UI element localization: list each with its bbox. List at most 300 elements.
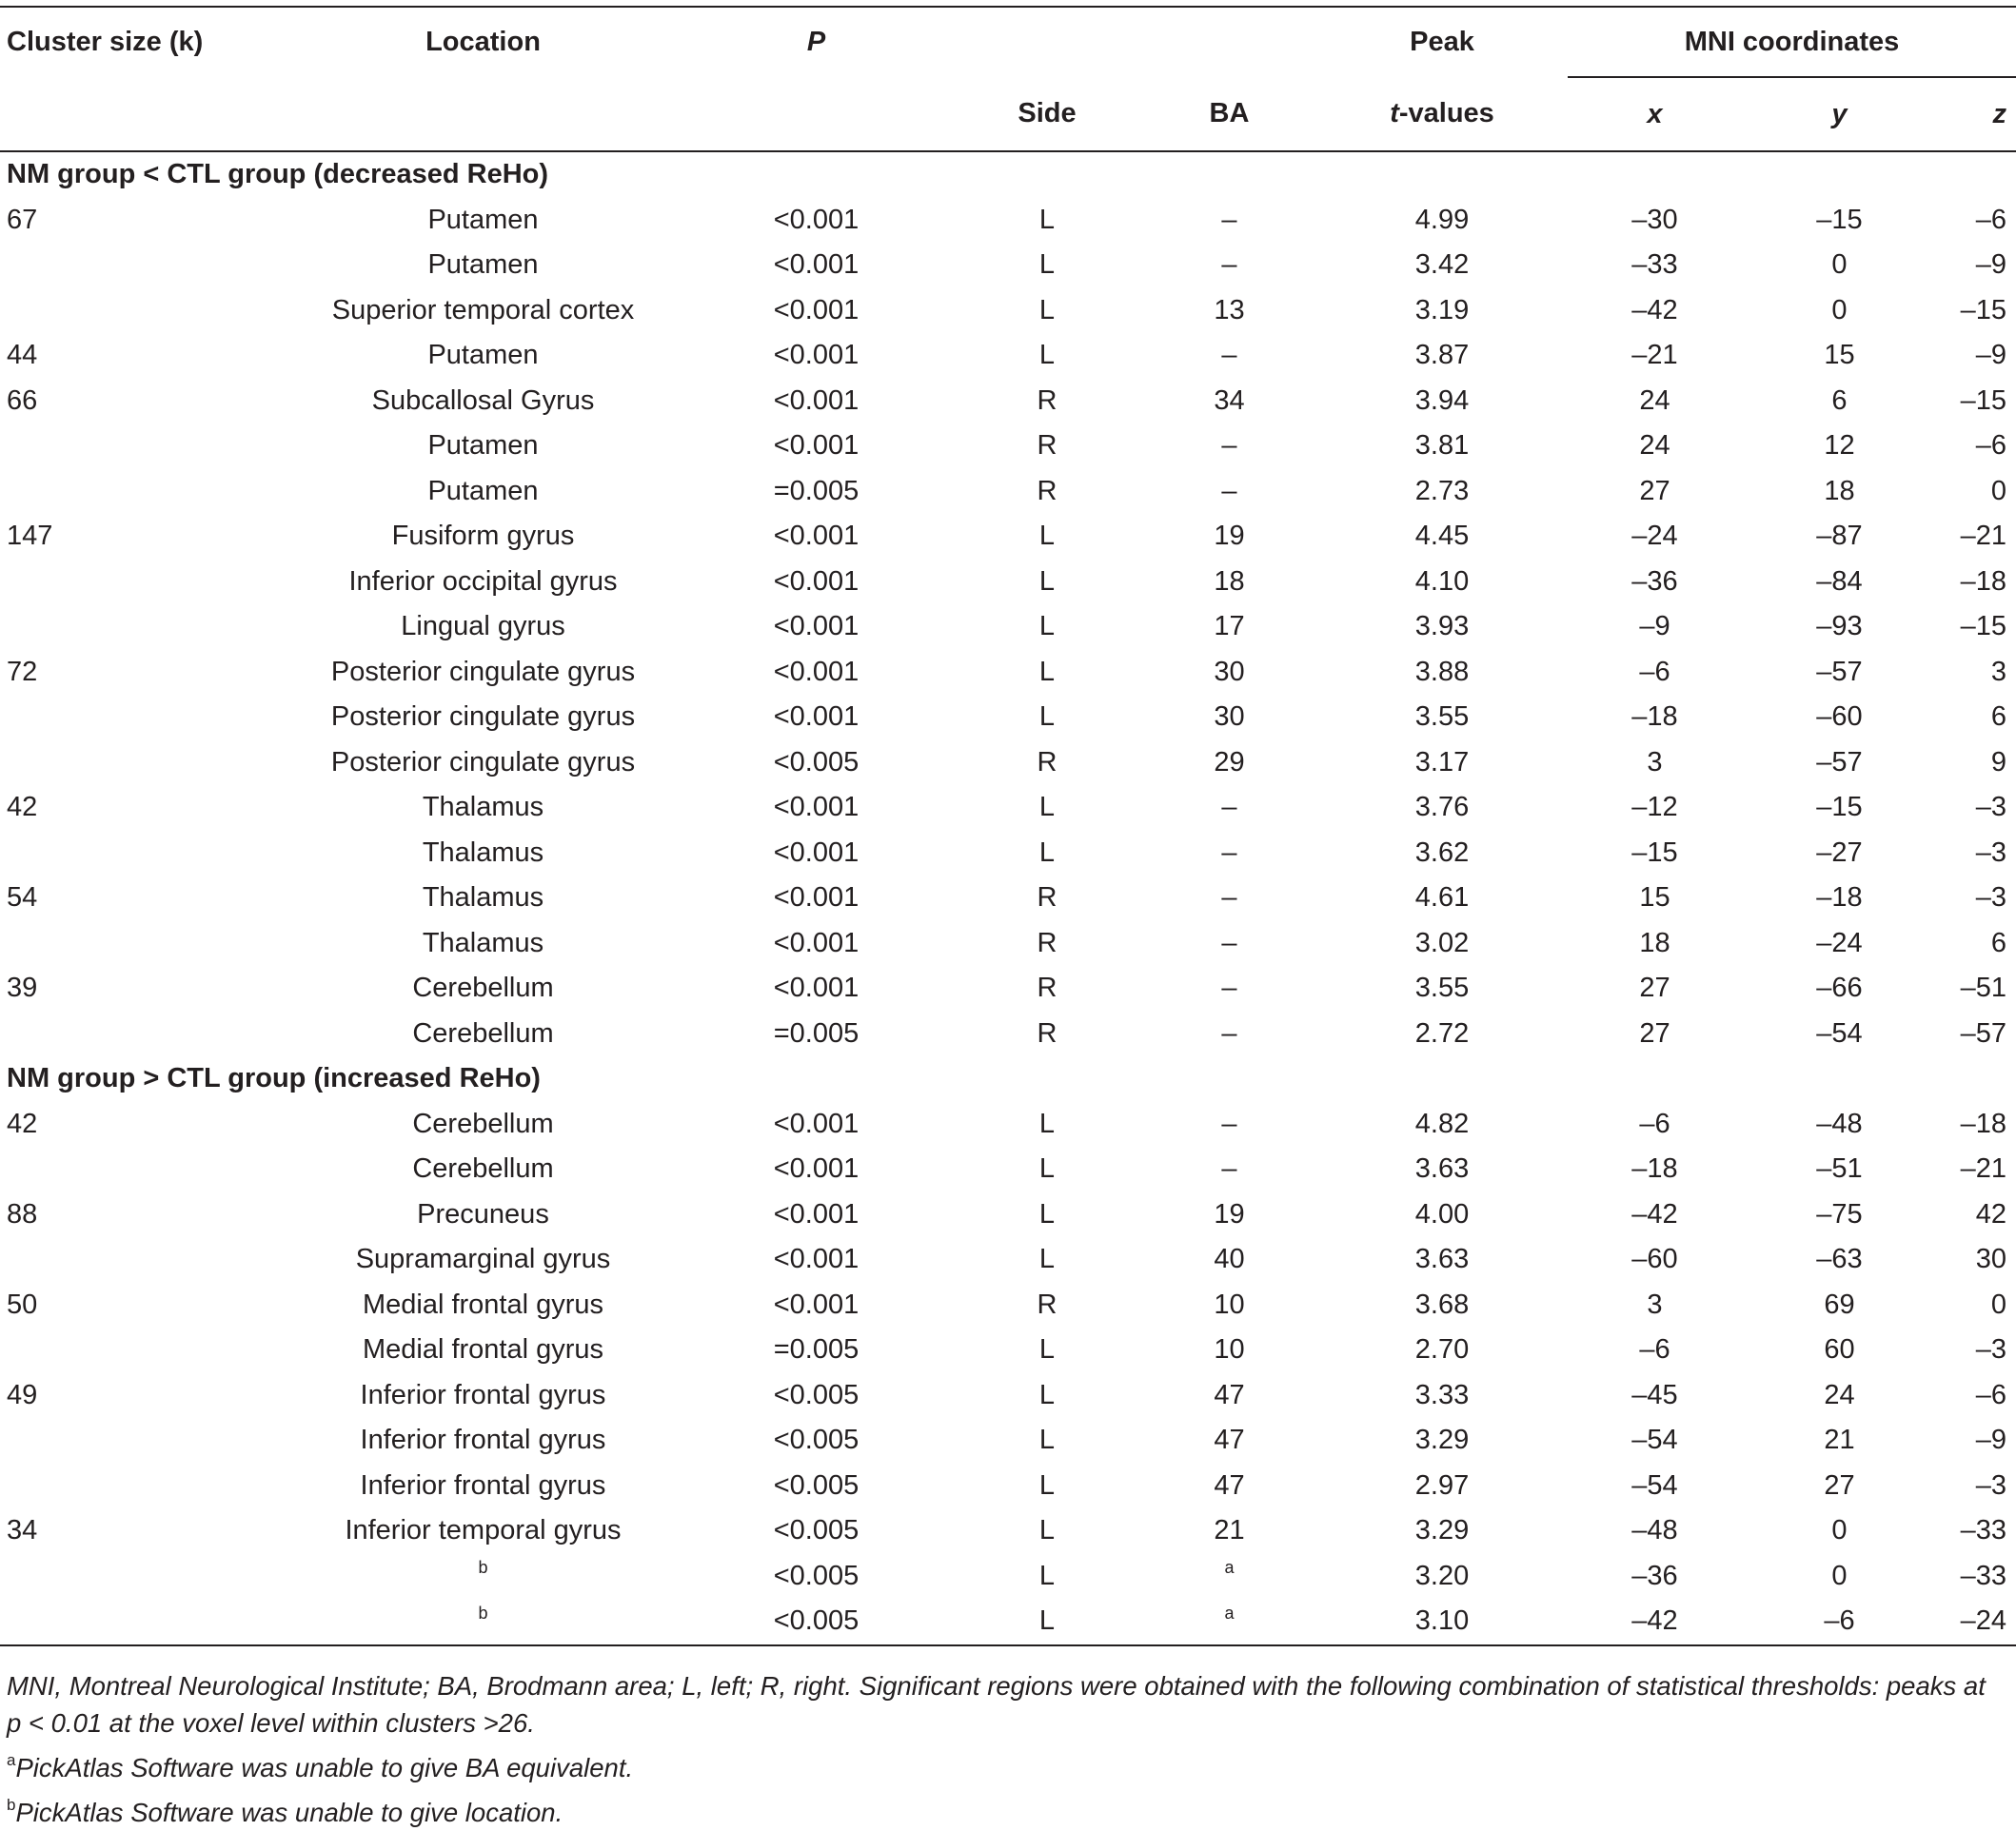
cell-t-value: 3.02	[1414, 927, 1470, 958]
footnote-main: MNI, Montreal Neurological Institute; BA, Brodmann area; L, left; R, right. Significant regions were obtained with the following combination of statistical thresholds: peaks at p < 0.01 at the voxel level within clusters >26.	[7, 1671, 1986, 1738]
cell-p: <0.005	[773, 1425, 860, 1456]
cell-location: Inferior frontal gyrus	[360, 1425, 606, 1456]
cell-ba: –	[1221, 1108, 1237, 1139]
cell-location: Medial frontal gyrus	[362, 1334, 604, 1366]
cell-location: Inferior frontal gyrus	[360, 1379, 606, 1410]
cell-p: <0.001	[773, 1153, 860, 1185]
cell-cluster-size	[0, 469, 286, 515]
cell-p: <0.005	[681, 1599, 952, 1645]
header-side: Side	[952, 77, 1142, 151]
cell-side: L	[1038, 204, 1056, 235]
cell-t-value: 3.55	[1414, 701, 1470, 733]
cell-cluster-size: 50	[7, 1289, 38, 1320]
cell-ba: –	[1221, 927, 1237, 958]
cell-side: R	[1037, 882, 1057, 914]
table-row	[0, 740, 2016, 786]
cell-y: –63	[1816, 1244, 1863, 1275]
cell-ba: –	[1221, 204, 1237, 235]
cell-t-value: 3.10	[1316, 1599, 1568, 1645]
cell-z: –15	[1960, 611, 2007, 642]
cell-t-value: 3.29	[1414, 1515, 1470, 1546]
cell-z: –33	[1960, 1560, 2007, 1591]
cell-ba: 47	[1214, 1425, 1245, 1456]
cell-z: –3	[1975, 1469, 2007, 1501]
cell-location: Cerebellum	[412, 1017, 554, 1049]
table-body	[0, 151, 2016, 1645]
cell-t-value: 2.97	[1414, 1469, 1470, 1501]
cell-x: –21	[1631, 340, 1678, 371]
cell-cluster-size	[0, 1418, 286, 1464]
cell-p: <0.001	[773, 837, 860, 868]
cell-p: <0.001	[773, 1244, 860, 1275]
cell-location: Thalamus	[422, 837, 544, 868]
cell-p: <0.001	[773, 249, 860, 281]
cell-y: 0	[1831, 249, 1848, 281]
header-location: Location	[286, 7, 681, 77]
cell-cluster-size	[0, 1147, 286, 1192]
cell-ba: –	[1221, 249, 1237, 281]
cell-x: –54	[1631, 1469, 1678, 1501]
cell-p: <0.001	[773, 882, 860, 914]
cell-z: –6	[1975, 430, 2007, 462]
cell-side: R	[1037, 1289, 1057, 1320]
cell-y: 15	[1824, 340, 1855, 371]
cell-x: 27	[1639, 1017, 1670, 1049]
cell-side: L	[1038, 1198, 1056, 1230]
cell-y: –15	[1816, 792, 1863, 823]
table-row	[0, 1192, 2016, 1238]
cell-location: Posterior cingulate gyrus	[330, 746, 636, 778]
cell-ba: –	[1221, 837, 1237, 868]
cell-cluster-size	[0, 1554, 286, 1600]
table-row	[0, 785, 2016, 831]
cell-y: 18	[1824, 475, 1855, 506]
cell-x: –24	[1631, 521, 1678, 552]
cell-y: 69	[1824, 1289, 1855, 1320]
cell-cluster-size	[0, 695, 286, 740]
cell-z: –3	[1975, 882, 2007, 914]
cell-side: R	[1037, 430, 1057, 462]
cell-t-value: 2.70	[1414, 1334, 1470, 1366]
footnote-mark: a	[1224, 1603, 1235, 1623]
cell-x: –6	[1639, 1108, 1670, 1139]
cell-side: L	[1038, 1153, 1056, 1185]
cell-location: Inferior temporal gyrus	[345, 1515, 622, 1546]
cell-y: 12	[1824, 430, 1855, 462]
cell-p: <0.005	[773, 1469, 860, 1501]
header-t-letter: t	[1390, 98, 1399, 128]
cell-ba: 40	[1214, 1244, 1245, 1275]
cell-side: L	[1038, 1108, 1056, 1139]
cell-t-value: 4.82	[1414, 1108, 1470, 1139]
table-row	[0, 333, 2016, 379]
cell-ba: 19	[1214, 1198, 1245, 1230]
cell-t-value: 3.19	[1414, 294, 1470, 325]
cell-t-value: 3.29	[1414, 1425, 1470, 1456]
footnote-a-text: PickAtlas Software was unable to give BA equivalent.	[15, 1753, 634, 1782]
table-row	[0, 560, 2016, 605]
cell-t-value: 3.20	[1414, 1560, 1470, 1591]
cell-p: <0.005	[773, 1560, 860, 1591]
table-row	[0, 966, 2016, 1012]
cell-t-value: 3.76	[1414, 792, 1470, 823]
cell-y: –57	[1816, 656, 1863, 687]
cell-x: –42	[1631, 294, 1678, 325]
cell-y: –18	[1816, 882, 1863, 914]
cell-z: –21	[1960, 1153, 2007, 1185]
table-row	[0, 469, 2016, 515]
cell-t-value: 3.88	[1414, 656, 1470, 687]
table-row	[0, 1237, 2016, 1283]
section-title: NM group < CTL group (decreased ReHo)	[7, 159, 549, 190]
cell-y: 0	[1831, 1515, 1848, 1546]
cell-location: Subcallosal Gyrus	[371, 384, 595, 416]
cell-cluster-size	[0, 1599, 286, 1645]
cell-z: –33	[1960, 1515, 2007, 1546]
table-row	[0, 1283, 2016, 1329]
cell-cluster-size: 147	[7, 521, 53, 552]
cell-p: =0.005	[773, 475, 860, 506]
cell-t-value: 3.81	[1414, 430, 1470, 462]
cell-x: 27	[1639, 973, 1670, 1004]
cell-cluster-size: 66	[7, 384, 38, 416]
cell-side: L	[1038, 1334, 1056, 1366]
cell-side: L	[1038, 611, 1056, 642]
cell-ba: –	[1221, 973, 1237, 1004]
cell-x: –42	[1568, 1599, 1742, 1645]
cell-x: –18	[1631, 1153, 1678, 1185]
table-footnotes	[7, 1667, 2006, 1831]
cell-p: <0.001	[773, 294, 860, 325]
cell-ba: 21	[1214, 1515, 1245, 1546]
cell-z: –3	[1975, 1334, 2007, 1366]
cell-location: Thalamus	[422, 927, 544, 958]
cell-x: 24	[1639, 384, 1670, 416]
cell-location: Inferior frontal gyrus	[360, 1469, 606, 1501]
cell-cluster-size: 42	[7, 1108, 38, 1139]
cell-location: Thalamus	[422, 882, 544, 914]
cell-z: –9	[1975, 249, 2007, 281]
cell-p: <0.005	[773, 1379, 860, 1410]
cell-z: –15	[1960, 294, 2007, 325]
cell-ba: –	[1221, 1153, 1237, 1185]
cell-y: –84	[1816, 565, 1863, 597]
cell-x: –45	[1631, 1379, 1678, 1410]
cell-x: 24	[1639, 430, 1670, 462]
cell-p: <0.001	[773, 204, 860, 235]
cell-x: –9	[1639, 611, 1670, 642]
cell-z: 6	[1990, 701, 2007, 733]
cell-side: R	[1037, 475, 1057, 506]
table-row	[0, 1012, 2016, 1057]
cell-location: Posterior cingulate gyrus	[330, 701, 636, 733]
header-blank-ba	[1142, 7, 1316, 77]
cell-cluster-size: 54	[7, 882, 38, 914]
cell-y: 6	[1831, 384, 1848, 416]
cell-location: Thalamus	[422, 792, 544, 823]
footnote-mark: a	[1224, 1558, 1235, 1578]
table-row	[0, 1147, 2016, 1192]
footnote-mark: b	[478, 1603, 488, 1623]
cell-p: <0.001	[773, 927, 860, 958]
footnote-b	[7, 1786, 2006, 1831]
cell-side: R	[1037, 927, 1057, 958]
cell-t-value: 3.17	[1414, 746, 1470, 778]
table-row	[0, 514, 2016, 560]
cell-t-value: 4.10	[1414, 565, 1470, 597]
cell-cluster-size	[0, 1464, 286, 1509]
header-z: z	[1937, 77, 2016, 151]
cell-side: L	[1038, 1515, 1056, 1546]
cell-x: –48	[1631, 1515, 1678, 1546]
cell-t-value: 2.72	[1414, 1017, 1470, 1049]
cell-p: <0.001	[773, 340, 860, 371]
cell-ba: 18	[1214, 565, 1245, 597]
table-row	[0, 831, 2016, 876]
cell-z: 9	[1990, 746, 2007, 778]
cell-location: Putamen	[427, 340, 539, 371]
cell-ba: –	[1221, 1017, 1237, 1049]
cell-location: Cerebellum	[412, 973, 554, 1004]
cell-cluster-size	[0, 243, 286, 288]
cell-z: 42	[1975, 1198, 2007, 1230]
footnote-b-text: PickAtlas Software was unable to give location.	[15, 1798, 563, 1827]
cell-t-value: 3.33	[1414, 1379, 1470, 1410]
cell-p: <0.005	[773, 1515, 860, 1546]
cell-z: –15	[1960, 384, 2007, 416]
table-row	[0, 1508, 2016, 1554]
cell-z: 30	[1975, 1244, 2007, 1275]
header-cluster-size: Cluster size (k)	[0, 7, 286, 77]
cell-y: –54	[1816, 1017, 1863, 1049]
footnote-mark: b	[478, 1558, 488, 1578]
cell-cluster-size: 34	[7, 1515, 38, 1546]
table-row	[0, 198, 2016, 244]
section-title: NM group > CTL group (increased ReHo)	[7, 1063, 541, 1094]
table-row	[0, 288, 2016, 334]
cell-side: L	[1038, 1244, 1056, 1275]
cell-z: 0	[1990, 1289, 2007, 1320]
cell-side: L	[952, 1599, 1142, 1645]
cell-side: R	[1037, 384, 1057, 416]
cell-z: –6	[1975, 204, 2007, 235]
cell-cluster-size: 42	[7, 792, 38, 823]
cell-t-value: 3.62	[1414, 837, 1470, 868]
cell-z: –9	[1975, 1425, 2007, 1456]
cell-p: <0.001	[773, 973, 860, 1004]
cell-location: Posterior cingulate gyrus	[330, 656, 636, 687]
section-row	[0, 1056, 2016, 1102]
cell-t-value: 3.68	[1414, 1289, 1470, 1320]
cell-x: –36	[1631, 1560, 1678, 1591]
table-row	[0, 1328, 2016, 1373]
table-row	[0, 1464, 2016, 1509]
table-row	[0, 1554, 2016, 1600]
cell-z: –57	[1960, 1017, 2007, 1049]
header-peak: Peak	[1316, 7, 1568, 77]
cell-x: –42	[1631, 1198, 1678, 1230]
cell-cluster-size: 44	[7, 340, 38, 371]
cell-cluster-size	[0, 1237, 286, 1283]
cell-location: Putamen	[427, 475, 539, 506]
cell-ba	[1142, 1599, 1316, 1645]
cell-x: –18	[1631, 701, 1678, 733]
cell-p: <0.001	[773, 1108, 860, 1139]
cell-side: L	[1038, 1560, 1056, 1591]
header-blank-2	[286, 77, 681, 151]
cell-ba: 19	[1214, 521, 1245, 552]
footnote-a-mark: a	[7, 1751, 16, 1769]
cell-p: <0.001	[773, 611, 860, 642]
header-blank-3	[681, 77, 952, 151]
cell-cluster-size	[0, 740, 286, 786]
cell-location: Supramarginal gyrus	[355, 1244, 611, 1275]
cell-cluster-size	[0, 604, 286, 650]
cell-cluster-size: 67	[7, 204, 38, 235]
cell-x: –54	[1631, 1425, 1678, 1456]
cell-location: Cerebellum	[412, 1108, 554, 1139]
cell-p: <0.001	[773, 521, 860, 552]
cell-cluster-size: 39	[7, 973, 38, 1004]
cell-cluster-size	[0, 288, 286, 334]
table-row	[0, 1418, 2016, 1464]
cell-p: <0.005	[773, 746, 860, 778]
cell-location: Putamen	[427, 249, 539, 281]
cell-y: 27	[1824, 1469, 1855, 1501]
table-row	[0, 1102, 2016, 1148]
cell-y: 0	[1831, 1560, 1848, 1591]
cell-ba: 47	[1214, 1379, 1245, 1410]
cell-location: Putamen	[427, 204, 539, 235]
cell-location: Medial frontal gyrus	[362, 1289, 604, 1320]
cell-z: 3	[1990, 656, 2007, 687]
header-t-suffix: -values	[1398, 98, 1494, 128]
table-row	[0, 650, 2016, 696]
cell-ba: 30	[1214, 656, 1245, 687]
cell-y: –75	[1816, 1198, 1863, 1230]
cell-z: –3	[1975, 837, 2007, 868]
header-y: y	[1742, 77, 1937, 151]
cell-side: R	[1037, 1017, 1057, 1049]
cell-z: –18	[1960, 565, 2007, 597]
cell-p: <0.001	[773, 701, 860, 733]
cell-t-value: 3.94	[1414, 384, 1470, 416]
cell-side: L	[1038, 792, 1056, 823]
header-blank-side	[952, 7, 1142, 77]
table-row	[0, 379, 2016, 424]
cell-ba: –	[1221, 340, 1237, 371]
cell-t-value: 4.61	[1414, 882, 1470, 914]
cell-p: <0.001	[773, 1198, 860, 1230]
cell-y: –48	[1816, 1108, 1863, 1139]
cell-y: –15	[1816, 204, 1863, 235]
cell-side: L	[1038, 1425, 1056, 1456]
cell-y: –87	[1816, 521, 1863, 552]
cell-location	[286, 1554, 681, 1600]
cell-y: –6	[1742, 1599, 1937, 1645]
cell-z: –51	[1960, 973, 2007, 1004]
cell-x: 15	[1639, 882, 1670, 914]
cell-side: L	[1038, 1469, 1056, 1501]
cell-x: –12	[1631, 792, 1678, 823]
cell-p: <0.001	[773, 565, 860, 597]
cell-location: Cerebellum	[412, 1153, 554, 1185]
cell-location	[286, 1599, 681, 1645]
table-header	[0, 7, 2016, 151]
cell-t-value: 3.87	[1414, 340, 1470, 371]
cell-ba: 17	[1214, 611, 1245, 642]
header-p: P	[681, 7, 952, 77]
cell-ba: –	[1221, 792, 1237, 823]
header-ba: BA	[1142, 77, 1316, 151]
cell-ba: –	[1221, 475, 1237, 506]
results-table	[0, 6, 2016, 1646]
table-row	[0, 876, 2016, 921]
footnote-b-mark: b	[7, 1796, 16, 1814]
cell-location: Lingual gyrus	[401, 611, 565, 642]
table-row	[0, 1599, 2016, 1645]
cell-z: –21	[1960, 521, 2007, 552]
cell-cluster-size	[0, 921, 286, 967]
cell-ba: 47	[1214, 1469, 1245, 1501]
table-row	[0, 604, 2016, 650]
cell-ba: 10	[1214, 1334, 1245, 1366]
cell-location: Inferior occipital gyrus	[348, 565, 618, 597]
cell-y: 21	[1824, 1425, 1855, 1456]
cell-side: L	[1038, 294, 1056, 325]
cell-z: 0	[1990, 475, 2007, 506]
cell-x: –60	[1631, 1244, 1678, 1275]
cell-cluster-size: 49	[7, 1379, 38, 1410]
cell-x: –33	[1631, 249, 1678, 281]
cell-y: 60	[1824, 1334, 1855, 1366]
cell-y: 0	[1831, 294, 1848, 325]
cell-z: 6	[1990, 927, 2007, 958]
cell-z: –6	[1975, 1379, 2007, 1410]
table-row	[0, 695, 2016, 740]
cell-side: L	[1038, 656, 1056, 687]
footnote-a	[7, 1742, 2006, 1786]
cell-t-value: 3.93	[1414, 611, 1470, 642]
cell-side: R	[1037, 746, 1057, 778]
cell-ba: 13	[1214, 294, 1245, 325]
table-row	[0, 921, 2016, 967]
cell-p: <0.001	[773, 384, 860, 416]
cell-y: –27	[1816, 837, 1863, 868]
cell-side: L	[1038, 565, 1056, 597]
header-t-values	[1316, 77, 1568, 151]
cell-y: –93	[1816, 611, 1863, 642]
cell-cluster-size	[0, 831, 286, 876]
cell-ba: 30	[1214, 701, 1245, 733]
cell-side: L	[1038, 1379, 1056, 1410]
cell-y: –66	[1816, 973, 1863, 1004]
cell-ba: 34	[1214, 384, 1245, 416]
cell-ba: 29	[1214, 746, 1245, 778]
cell-cluster-size: 72	[7, 656, 38, 687]
cell-side: L	[1038, 340, 1056, 371]
cell-x: –36	[1631, 565, 1678, 597]
cell-y: –51	[1816, 1153, 1863, 1185]
header-blank-1	[0, 77, 286, 151]
cell-x: 18	[1639, 927, 1670, 958]
cell-z: –9	[1975, 340, 2007, 371]
cell-t-value: 4.45	[1414, 521, 1470, 552]
cell-t-value: 3.63	[1414, 1244, 1470, 1275]
section-row	[0, 151, 2016, 198]
table-row	[0, 1373, 2016, 1419]
cell-x: –15	[1631, 837, 1678, 868]
